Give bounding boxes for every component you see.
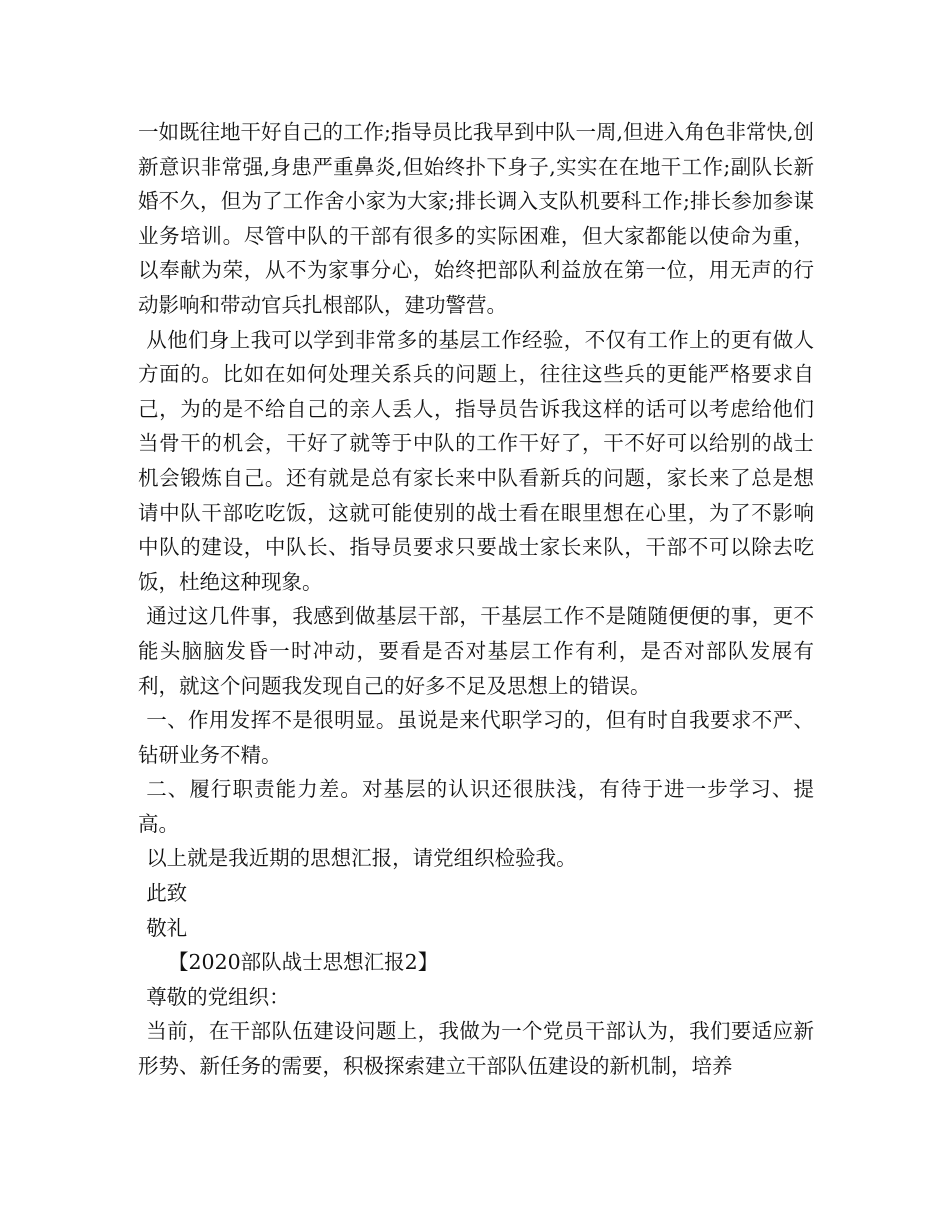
paragraph-3: 通过这几件事，我感到做基层干部，干基层工作不是随随便便的事，更不能头脑脑发昏一时冲动，要看是否对基层工作有利，是否对部队发展有利，就这个问题我发现自己的好多不足及思想上的错误。 <box>138 604 814 698</box>
paragraph-4: 一、作用发挥不是很明显。虽说是来代职学习的，但有时自我要求不严、钻研业务不精。 <box>138 708 814 767</box>
paragraph-6: 以上就是我近期的思想汇报，请党组织检验我。 <box>146 846 577 871</box>
paragraph-closing: 当前，在干部队伍建设问题上，我做为一个党员干部认为，我们要适应新形势、新任务的需要，积极探索建立干部队伍建设的新机制，培养 <box>138 1019 814 1079</box>
salutation: 尊敬的党组织： <box>146 984 290 1009</box>
paragraph-2: 从他们身上我可以学到非常多的基层工作经验，不仅有工作上的更有做人方面的。比如在如何处理关系兵的问题上，往往这些兵的更能严格要求自己，为的是不给自己的亲人丢人，指导员告诉我这样的话可以考虑给他们当骨干的机会，干好了就等于中队的工作干好了，干不好可以给别的战士机会锻炼自己。还有就是总有家长来中队看新兵的问题，家长来了总是想请中队干部吃吃饭，这就可能使别的战士看在眼里想在心里，为了不影响中队的建设，中队长、指导员要求只要战士家长来队，干部不可以除去吃饭，杜绝这种现象。 <box>138 327 814 594</box>
paragraph-5: 二、履行职责能力差。对基层的认识还很肤浅，有待于进一步学习、提高。 <box>138 777 814 836</box>
section-title: 【2020部队战士思想汇报2】 <box>168 950 439 975</box>
closing-greeting: 此致 <box>146 881 188 906</box>
closing-salute: 敬礼 <box>146 915 188 940</box>
document-body <box>138 115 814 1084</box>
paragraph-1: 一如既往地干好自己的工作;指导员比我早到中队一周,但进入角色非常快,创新意识非常强,身患严重鼻炎,但始终扑下身子,实实在在地干工作;副队长新婚不久，但为了工作舍小家为大家;排长调入支队机要科工作;排长参加参谋业务培训。尽管中队的干部有很多的实际困难，但大家都能以使命为重，以奉献为荣，从不为家事分心，始终把部队利益放在第一位，用无声的行动影响和带动官兵扎根部队，建功警营。 <box>138 120 814 317</box>
